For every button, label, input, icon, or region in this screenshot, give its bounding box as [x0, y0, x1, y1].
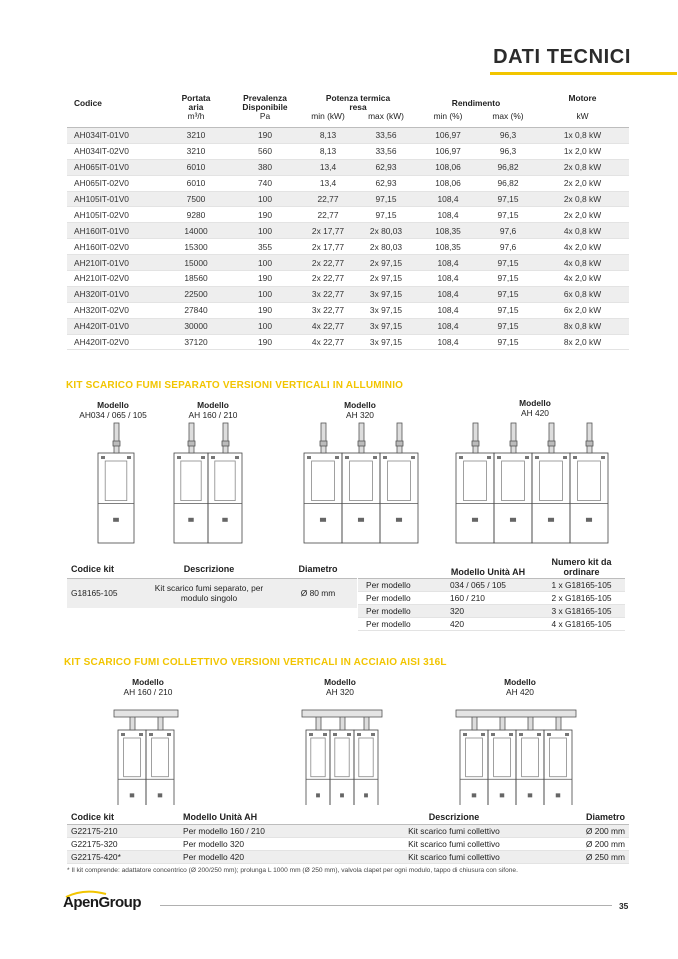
- unit-potenza-max: max (kW): [368, 111, 404, 121]
- footnote: * Il kit comprende: adattatore concentrico (Ø 200/250 mm); prolunga L 1000 mm (Ø 250 mm), valvola clapet per ogni modulo, tappo di chiusura con sifone.: [67, 867, 518, 874]
- table-cell: Per modello: [358, 592, 438, 605]
- col-motore: Motore: [568, 93, 597, 103]
- table-cell: Per modello 160 / 210: [179, 825, 359, 838]
- table-cell: 108,35: [416, 223, 480, 239]
- section1-heading: KIT SCARICO FUMI SEPARATO VERSIONI VERTICALI IN ALLUMINIO: [66, 380, 404, 391]
- table-cell: G22175-420*: [67, 851, 179, 864]
- specs-table: [67, 94, 629, 350]
- table-cell: 9280: [162, 207, 230, 223]
- table-cell: 2x 97,15: [356, 255, 416, 271]
- table-cell: 97,15: [356, 191, 416, 207]
- table-cell: 3x 97,15: [356, 334, 416, 350]
- table-row: [67, 255, 629, 271]
- kit1-col-diametro: Diametro: [279, 560, 357, 578]
- table-cell: AH210IT-02V0: [67, 271, 162, 287]
- table-cell: 14000: [162, 223, 230, 239]
- table-row: [67, 143, 629, 159]
- unit-potenza-min: min (kW): [311, 111, 345, 121]
- table-cell: 97,15: [480, 334, 536, 350]
- table-cell: 4x 22,77: [300, 318, 356, 334]
- table-cell: 3x 22,77: [300, 302, 356, 318]
- table-cell: 106,97: [416, 128, 480, 144]
- table-cell: 4 x G18165-105: [538, 618, 625, 631]
- table-cell: AH065IT-01V0: [67, 159, 162, 175]
- kit1-descrizione: Kit scarico fumi separato, per modulo singolo: [139, 578, 279, 608]
- table-row: [67, 578, 357, 608]
- order-col-modello: Modello Unità AH: [438, 556, 538, 579]
- table-cell: 3x 97,15: [356, 286, 416, 302]
- table-cell: 8,13: [300, 128, 356, 144]
- table-cell: 3210: [162, 143, 230, 159]
- table-cell: AH420IT-01V0: [67, 318, 162, 334]
- table-row: [67, 207, 629, 223]
- table-cell: 4x 22,77: [300, 334, 356, 350]
- table-cell: 97,15: [480, 191, 536, 207]
- section2-model-2: Modello AH 320: [324, 677, 356, 697]
- table-row: [67, 191, 629, 207]
- table-cell: 108,4: [416, 191, 480, 207]
- col-portata: Portata aria: [181, 93, 211, 112]
- table-cell: 1x 0,8 kW: [536, 128, 629, 144]
- table-cell: 22,77: [300, 207, 356, 223]
- table-cell: 3x 97,15: [356, 318, 416, 334]
- table-cell: Per modello: [358, 579, 438, 592]
- table-cell: 2x 2,0 kW: [536, 175, 629, 191]
- table-row: [67, 302, 629, 318]
- table-cell: 13,4: [300, 159, 356, 175]
- table-cell: 8x 0,8 kW: [536, 318, 629, 334]
- table-cell: AH160IT-02V0: [67, 239, 162, 255]
- kit3-col-codice: Codice kit: [67, 810, 179, 825]
- kit1-diametro: Ø 80 mm: [279, 578, 357, 608]
- table-cell: 2x 22,77: [300, 271, 356, 287]
- table-cell: 37120: [162, 334, 230, 350]
- table-row: [67, 239, 629, 255]
- table-cell: AH105IT-01V0: [67, 191, 162, 207]
- unit-prevalenza: Pa: [259, 111, 271, 121]
- table-cell: 22,77: [300, 191, 356, 207]
- table-cell: 1x 2,0 kW: [536, 143, 629, 159]
- table-cell: 97,6: [480, 239, 536, 255]
- title-accent-bar: [490, 72, 677, 75]
- table-cell: 4x 2,0 kW: [536, 271, 629, 287]
- table-cell: 160 / 210: [438, 592, 538, 605]
- footer-divider: [160, 905, 612, 906]
- table-cell: 108,4: [416, 318, 480, 334]
- table-cell: 2x 80,03: [356, 239, 416, 255]
- table-row: [67, 838, 629, 851]
- table-cell: 108,4: [416, 286, 480, 302]
- table-cell: Ø 250 mm: [549, 851, 629, 864]
- col-codice: Codice: [74, 97, 102, 108]
- table-cell: 560: [230, 143, 300, 159]
- section2-model-3: Modello AH 420: [504, 677, 536, 697]
- table-cell: AH160IT-01V0: [67, 223, 162, 239]
- table-cell: Per modello: [358, 605, 438, 618]
- section2-model-1: Modello AH 160 / 210: [123, 677, 173, 697]
- section1-model-1: Modello AH034 / 065 / 105: [79, 400, 147, 420]
- table-cell: 62,93: [356, 159, 416, 175]
- table-cell: 96,3: [480, 143, 536, 159]
- table-cell: 96,3: [480, 128, 536, 144]
- table-cell: 3210: [162, 128, 230, 144]
- table-cell: 420: [438, 618, 538, 631]
- table-row: [67, 159, 629, 175]
- table-cell: 034 / 065 / 105: [438, 579, 538, 592]
- kit3-col-diametro: Diametro: [549, 810, 629, 825]
- table-cell: 6x 0,8 kW: [536, 286, 629, 302]
- table-cell: 7500: [162, 191, 230, 207]
- table-cell: 97,15: [356, 207, 416, 223]
- table-row: [67, 825, 629, 838]
- table-cell: 97,15: [480, 286, 536, 302]
- unit-portata: m³/h: [187, 111, 205, 121]
- table-cell: 100: [230, 286, 300, 302]
- table-cell: 96,82: [480, 175, 536, 191]
- table-cell: 2x 80,03: [356, 223, 416, 239]
- table-cell: Ø 200 mm: [549, 838, 629, 851]
- table-cell: 190: [230, 334, 300, 350]
- order-col-numero: Numero kit da ordinare: [538, 556, 625, 579]
- table-cell: 2x 22,77: [300, 255, 356, 271]
- table-cell: 6010: [162, 159, 230, 175]
- table-cell: 8,13: [300, 143, 356, 159]
- table-cell: 108,4: [416, 255, 480, 271]
- table-cell: Per modello 420: [179, 851, 359, 864]
- table-row: [67, 223, 629, 239]
- table-cell: Ø 200 mm: [549, 825, 629, 838]
- table-row: [358, 605, 625, 618]
- table-cell: 15000: [162, 255, 230, 271]
- table-cell: 15300: [162, 239, 230, 255]
- table-cell: Per modello: [358, 618, 438, 631]
- table-cell: 2x 97,15: [356, 271, 416, 287]
- table-cell: 97,15: [480, 207, 536, 223]
- order-quantity-table: [358, 556, 625, 631]
- table-row: [67, 271, 629, 287]
- table-cell: 3 x G18165-105: [538, 605, 625, 618]
- table-cell: 33,56: [356, 143, 416, 159]
- table-cell: Kit scarico fumi collettivo: [359, 825, 549, 838]
- unit-codice: [67, 112, 162, 128]
- page-number: 35: [619, 901, 629, 911]
- table-cell: 97,6: [480, 223, 536, 239]
- table-cell: 380: [230, 159, 300, 175]
- table-cell: 22500: [162, 286, 230, 302]
- table-row: [67, 318, 629, 334]
- table-cell: 4x 0,8 kW: [536, 223, 629, 239]
- table-cell: 100: [230, 255, 300, 271]
- table-row: [358, 579, 625, 592]
- table-cell: 8x 2,0 kW: [536, 334, 629, 350]
- table-cell: 96,82: [480, 159, 536, 175]
- unit-rend-min: min (%): [433, 111, 463, 121]
- table-cell: 13,4: [300, 175, 356, 191]
- section1-model-4: Modello AH 420: [519, 398, 551, 418]
- table-cell: 97,15: [480, 255, 536, 271]
- table-cell: 108,4: [416, 207, 480, 223]
- table-cell: Per modello 320: [179, 838, 359, 851]
- table-cell: 740: [230, 175, 300, 191]
- kit3-col-descrizione: Descrizione: [359, 810, 549, 825]
- table-cell: 108,4: [416, 334, 480, 350]
- table-row: [67, 128, 629, 144]
- table-cell: 108,4: [416, 302, 480, 318]
- table-cell: AH065IT-02V0: [67, 175, 162, 191]
- table-cell: 355: [230, 239, 300, 255]
- table-cell: AH105IT-02V0: [67, 207, 162, 223]
- table-cell: 6x 2,0 kW: [536, 302, 629, 318]
- table-cell: G22175-320: [67, 838, 179, 851]
- page-title: DATI TECNICI: [493, 46, 631, 68]
- section2-heading: KIT SCARICO FUMI COLLETTIVO VERSIONI VERTICALI IN ACCIAIO AISI 316L: [64, 657, 447, 668]
- table-cell: 100: [230, 191, 300, 207]
- table-cell: 320: [438, 605, 538, 618]
- table-cell: 108,4: [416, 271, 480, 287]
- table-row: [67, 851, 629, 864]
- table-cell: 6010: [162, 175, 230, 191]
- table-cell: 97,15: [480, 271, 536, 287]
- table-cell: 2x 2,0 kW: [536, 207, 629, 223]
- unit-rend-max: max (%): [492, 111, 524, 121]
- kit1-col-codice: Codice kit: [67, 560, 139, 578]
- table-cell: 190: [230, 271, 300, 287]
- table-row: [67, 334, 629, 350]
- table-row: [358, 618, 625, 631]
- table-cell: 3x 97,15: [356, 302, 416, 318]
- table-cell: Kit scarico fumi collettivo: [359, 838, 549, 851]
- table-cell: G22175-210: [67, 825, 179, 838]
- table-cell: AH034IT-01V0: [67, 128, 162, 144]
- table-cell: 108,35: [416, 239, 480, 255]
- section1-diagrams: [0, 420, 678, 550]
- collective-kit-table: [67, 810, 629, 864]
- table-cell: 18560: [162, 271, 230, 287]
- table-row: [358, 592, 625, 605]
- table-cell: 2x 17,77: [300, 239, 356, 255]
- table-cell: 27840: [162, 302, 230, 318]
- table-cell: 3x 22,77: [300, 286, 356, 302]
- separate-kit-table: [67, 560, 357, 608]
- table-cell: 1 x G18165-105: [538, 579, 625, 592]
- section1-model-3: Modello AH 320: [344, 400, 376, 420]
- table-cell: 2 x G18165-105: [538, 592, 625, 605]
- kit3-col-modello: Modello Unità AH: [179, 810, 359, 825]
- table-cell: 100: [230, 223, 300, 239]
- table-row: [67, 286, 629, 302]
- table-cell: 108,06: [416, 159, 480, 175]
- table-cell: 62,93: [356, 175, 416, 191]
- table-cell: 190: [230, 302, 300, 318]
- table-cell: 33,56: [356, 128, 416, 144]
- table-cell: 2x 0,8 kW: [536, 191, 629, 207]
- table-cell: AH034IT-02V0: [67, 143, 162, 159]
- table-cell: 190: [230, 128, 300, 144]
- col-potenza: Potenza termica resa: [325, 93, 391, 112]
- table-cell: AH320IT-01V0: [67, 286, 162, 302]
- table-cell: 2x 17,77: [300, 223, 356, 239]
- table-cell: 108,06: [416, 175, 480, 191]
- kit1-col-descrizione: Descrizione: [139, 560, 279, 578]
- table-cell: 30000: [162, 318, 230, 334]
- kit1-codice: G18165-105: [67, 578, 139, 608]
- table-cell: 4x 2,0 kW: [536, 239, 629, 255]
- table-cell: 4x 0,8 kW: [536, 255, 629, 271]
- apengroup-logo: ApenGroup: [63, 894, 141, 911]
- table-cell: 2x 0,8 kW: [536, 159, 629, 175]
- table-cell: 97,15: [480, 318, 536, 334]
- table-cell: 106,97: [416, 143, 480, 159]
- section1-model-2: Modello AH 160 / 210: [188, 400, 238, 420]
- table-cell: AH320IT-02V0: [67, 302, 162, 318]
- table-cell: AH210IT-01V0: [67, 255, 162, 271]
- table-cell: 100: [230, 318, 300, 334]
- order-col-blank: [358, 556, 438, 579]
- section2-diagrams: [0, 700, 678, 805]
- table-cell: 97,15: [480, 302, 536, 318]
- table-cell: Kit scarico fumi collettivo: [359, 851, 549, 864]
- table-cell: AH420IT-02V0: [67, 334, 162, 350]
- table-cell: 190: [230, 207, 300, 223]
- col-prevalenza: Prevalenza Disponibile: [242, 93, 288, 112]
- unit-motore: kW: [576, 111, 589, 121]
- table-row: [67, 175, 629, 191]
- col-rendimento: Rendimento: [451, 97, 501, 108]
